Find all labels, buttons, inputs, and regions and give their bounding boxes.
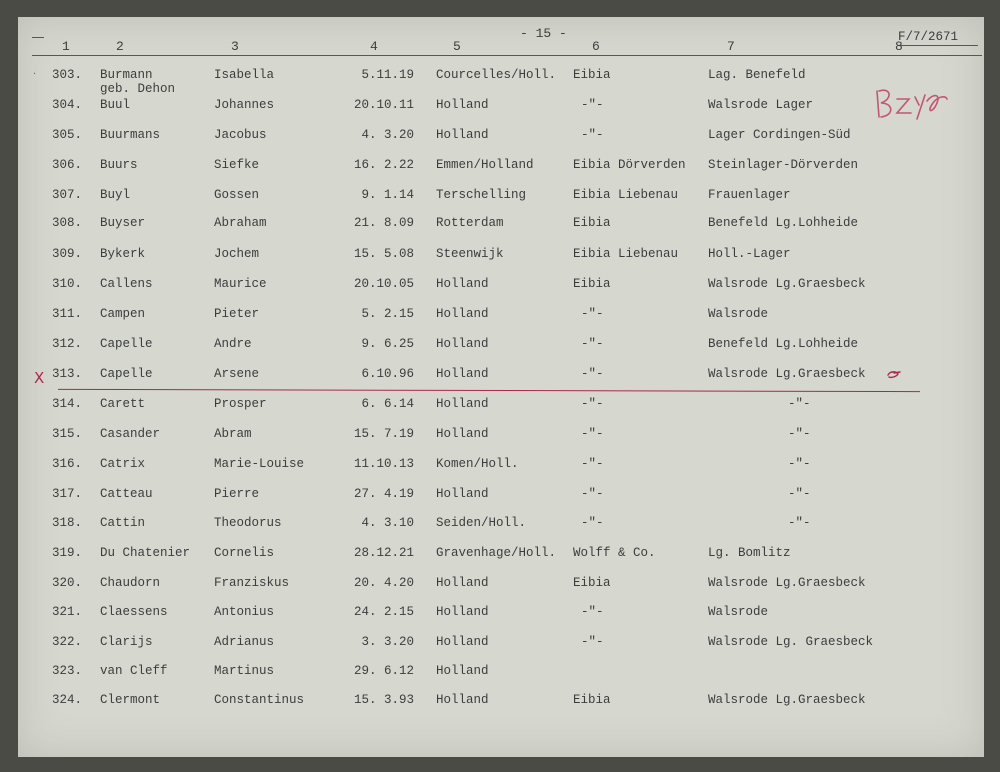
margin-mark: ·: [33, 69, 37, 80]
row-number: 324.: [52, 693, 83, 707]
camp-cell: Walsrode Lg. Graesbeck: [708, 635, 874, 649]
row-number: 322.: [52, 635, 83, 649]
camp-cell: Lag. Benefeld: [708, 68, 806, 82]
table-row: [18, 546, 984, 576]
birthdate-cell: 15. 5.08: [353, 247, 414, 261]
table-row: [18, 397, 984, 427]
table-row: [18, 367, 984, 397]
birthdate-cell: 9. 1.14: [361, 188, 414, 202]
table-row: [18, 307, 984, 337]
birth-name-cell: geb. Dehon: [100, 82, 176, 96]
surname-cell: Cattin: [100, 516, 146, 530]
birthplace-cell: Holland: [436, 487, 489, 501]
row-number: 308.: [52, 216, 83, 230]
column-number-8: 8: [895, 39, 903, 54]
row-number: 319.: [52, 546, 83, 560]
surname-cell: Catteau: [100, 487, 153, 501]
table-row: [18, 605, 984, 635]
employer-cell: -"-: [581, 605, 604, 619]
firstname-cell: Gossen: [214, 188, 260, 202]
firstname-cell: Siefke: [214, 158, 260, 172]
employer-cell: -"-: [581, 307, 604, 321]
firstname-cell: Abram: [214, 427, 252, 441]
employer-cell: -"-: [581, 128, 604, 142]
birthdate-cell: 15. 3.93: [353, 693, 414, 707]
employer-cell: Eibia Dörverden: [573, 158, 686, 172]
camp-cell: Walsrode Lager: [708, 98, 814, 112]
table-row: [18, 487, 984, 517]
surname-cell: Carett: [100, 397, 146, 411]
table-row: [18, 427, 984, 457]
birthplace-cell: Holland: [436, 576, 489, 590]
document-page: [18, 17, 984, 757]
firstname-cell: Antonius: [214, 605, 275, 619]
employer-cell: -"-: [581, 397, 604, 411]
birthplace-cell: Courcelles/Holl.: [436, 68, 557, 82]
row-number: 312.: [52, 337, 83, 351]
column-number-2: 2: [116, 39, 124, 54]
column-number-5: 5: [453, 39, 461, 54]
birthdate-cell: 11.10.13: [353, 457, 414, 471]
employer-cell: Wolff & Co.: [573, 546, 656, 560]
reference-underline: [898, 45, 978, 46]
firstname-cell: Theodorus: [214, 516, 282, 530]
surname-cell: Chaudorn: [100, 576, 161, 590]
employer-cell: Eibia: [573, 277, 611, 291]
camp-cell: -"-: [788, 487, 811, 501]
employer-cell: Eibia: [573, 68, 611, 82]
employer-cell: -"-: [581, 635, 604, 649]
camp-cell: Lager Cordingen-Süd: [708, 128, 851, 142]
table-row: [18, 277, 984, 307]
camp-cell: Walsrode: [708, 307, 769, 321]
firstname-cell: Jacobus: [214, 128, 267, 142]
employer-cell: Eibia Liebenau: [573, 247, 679, 261]
row-number: 313.: [52, 367, 83, 381]
surname-cell: Clarijs: [100, 635, 153, 649]
birthdate-cell: 9. 6.25: [361, 337, 414, 351]
table-row: [18, 247, 984, 277]
camp-cell: Benefeld Lg.Lohheide: [708, 337, 859, 351]
surname-cell: Du Chatenier: [100, 546, 191, 560]
row-number: 318.: [52, 516, 83, 530]
table-row: [18, 216, 984, 246]
firstname-cell: Arsene: [214, 367, 260, 381]
table-row: [18, 188, 984, 218]
surname-cell: Catrix: [100, 457, 146, 471]
birthdate-cell: 5.11.19: [361, 68, 414, 82]
employer-cell: -"-: [581, 98, 604, 112]
employer-cell: Eibia: [573, 576, 611, 590]
firstname-cell: Jochem: [214, 247, 260, 261]
table-row: [18, 576, 984, 606]
birthdate-cell: 4. 3.20: [361, 128, 414, 142]
firstname-cell: Isabella: [214, 68, 275, 82]
row-number: 321.: [52, 605, 83, 619]
birthdate-cell: 27. 4.19: [353, 487, 414, 501]
employer-cell: -"-: [581, 337, 604, 351]
row-number: 315.: [52, 427, 83, 441]
birthplace-cell: Holland: [436, 277, 489, 291]
employer-cell: -"-: [581, 457, 604, 471]
firstname-cell: Andre: [214, 337, 252, 351]
column-number-6: 6: [592, 39, 600, 54]
birthplace-cell: Holland: [436, 367, 489, 381]
row-number: 305.: [52, 128, 83, 142]
header-dash: [32, 37, 44, 38]
birthplace-cell: Holland: [436, 635, 489, 649]
birthplace-cell: Holland: [436, 427, 489, 441]
camp-cell: Steinlager-Dörverden: [708, 158, 859, 172]
firstname-cell: Adrianus: [214, 635, 275, 649]
firstname-cell: Johannes: [214, 98, 275, 112]
birthdate-cell: 28.12.21: [353, 546, 414, 560]
birthplace-cell: Holland: [436, 664, 489, 678]
camp-cell: Frauenlager: [708, 188, 791, 202]
employer-cell: -"-: [581, 516, 604, 530]
surname-cell: Buurs: [100, 158, 138, 172]
birthplace-cell: Seiden/Holl.: [436, 516, 527, 530]
birthdate-cell: 29. 6.12: [353, 664, 414, 678]
table-row: [18, 635, 984, 665]
surname-cell: Clermont: [100, 693, 161, 707]
surname-cell: Capelle: [100, 367, 153, 381]
birthdate-cell: 24. 2.15: [353, 605, 414, 619]
table-row: [18, 693, 984, 723]
row-number: 320.: [52, 576, 83, 590]
birthdate-cell: 21. 8.09: [353, 216, 414, 230]
surname-cell: Buyl: [100, 188, 131, 202]
firstname-cell: Constantinus: [214, 693, 305, 707]
camp-cell: -"-: [788, 516, 811, 530]
reference-number: F/7/2671: [898, 30, 959, 44]
column-number-7: 7: [727, 39, 735, 54]
camp-cell: -"-: [788, 427, 811, 441]
row-number: 307.: [52, 188, 83, 202]
employer-cell: Eibia: [573, 216, 611, 230]
column-number-3: 3: [231, 39, 239, 54]
birthplace-cell: Rotterdam: [436, 216, 504, 230]
birthdate-cell: 5. 2.15: [361, 307, 414, 321]
surname-cell: Casander: [100, 427, 161, 441]
surname-cell: Campen: [100, 307, 146, 321]
row-number: 316.: [52, 457, 83, 471]
handwritten-tick-icon: [886, 368, 902, 382]
birthdate-cell: 15. 7.19: [353, 427, 414, 441]
birthdate-cell: 20.10.05: [353, 277, 414, 291]
row-number: 304.: [52, 98, 83, 112]
camp-cell: Walsrode Lg.Graesbeck: [708, 367, 866, 381]
birthplace-cell: Holland: [436, 693, 489, 707]
employer-cell: Eibia Liebenau: [573, 188, 679, 202]
camp-cell: Benefeld Lg.Lohheide: [708, 216, 859, 230]
birthdate-cell: 4. 3.10: [361, 516, 414, 530]
column-number-1: 1: [62, 39, 70, 54]
row-number: 306.: [52, 158, 83, 172]
birthdate-cell: 3. 3.20: [361, 635, 414, 649]
birthdate-cell: 16. 2.22: [353, 158, 414, 172]
handwritten-scribble-icon: [873, 77, 953, 127]
firstname-cell: Marie-Louise: [214, 457, 305, 471]
header-rule: [32, 55, 982, 56]
birthplace-cell: Holland: [436, 307, 489, 321]
birthplace-cell: Holland: [436, 98, 489, 112]
birthplace-cell: Holland: [436, 397, 489, 411]
birthplace-cell: Gravenhage/Holl.: [436, 546, 557, 560]
birthdate-cell: 20.10.11: [353, 98, 414, 112]
table-row: [18, 98, 984, 128]
surname-cell: van Cleff: [100, 664, 168, 678]
table-row: [18, 457, 984, 487]
row-number: 310.: [52, 277, 83, 291]
birthdate-cell: 6.10.96: [361, 367, 414, 381]
birthdate-cell: 20. 4.20: [353, 576, 414, 590]
row-number: 309.: [52, 247, 83, 261]
surname-cell: Callens: [100, 277, 153, 291]
camp-cell: Walsrode Lg.Graesbeck: [708, 693, 866, 707]
birthplace-cell: Terschelling: [436, 188, 527, 202]
row-number: 303.: [52, 68, 83, 82]
camp-cell: -"-: [788, 457, 811, 471]
row-number: 311.: [52, 307, 83, 321]
firstname-cell: Martinus: [214, 664, 275, 678]
surname-cell: Bykerk: [100, 247, 146, 261]
birthdate-cell: 6. 6.14: [361, 397, 414, 411]
surname-cell: Buul: [100, 98, 131, 112]
row-number: 314.: [52, 397, 83, 411]
column-number-4: 4: [370, 39, 378, 54]
employer-cell: Eibia: [573, 693, 611, 707]
camp-cell: Lg. Bomlitz: [708, 546, 791, 560]
birthplace-cell: Holland: [436, 605, 489, 619]
page-number: - 15 -: [520, 26, 567, 41]
firstname-cell: Pierre: [214, 487, 260, 501]
firstname-cell: Prosper: [214, 397, 267, 411]
row-number: 317.: [52, 487, 83, 501]
camp-cell: Walsrode: [708, 605, 769, 619]
firstname-cell: Abraham: [214, 216, 267, 230]
birthplace-cell: Holland: [436, 337, 489, 351]
firstname-cell: Pieter: [214, 307, 260, 321]
surname-cell: Burmann: [100, 68, 153, 82]
birthplace-cell: Komen/Holl.: [436, 457, 519, 471]
surname-cell: Claessens: [100, 605, 168, 619]
employer-cell: -"-: [581, 427, 604, 441]
x-mark: X: [34, 369, 45, 387]
table-row: [18, 128, 984, 158]
birthplace-cell: Emmen/Holland: [436, 158, 534, 172]
surname-cell: Capelle: [100, 337, 153, 351]
employer-cell: -"-: [581, 487, 604, 501]
row-number: 323.: [52, 664, 83, 678]
surname-cell: Buyser: [100, 216, 146, 230]
camp-cell: Walsrode Lg.Graesbeck: [708, 576, 866, 590]
table-row: [18, 158, 984, 188]
table-row: [18, 516, 984, 546]
employer-cell: -"-: [581, 367, 604, 381]
firstname-cell: Cornelis: [214, 546, 275, 560]
table-row: [18, 337, 984, 367]
camp-cell: Walsrode Lg.Graesbeck: [708, 277, 866, 291]
birthplace-cell: Steenwijk: [436, 247, 504, 261]
surname-cell: Buurmans: [100, 128, 161, 142]
table-row: [18, 664, 984, 694]
table-row: [18, 68, 984, 98]
firstname-cell: Maurice: [214, 277, 267, 291]
camp-cell: -"-: [788, 397, 811, 411]
birthplace-cell: Holland: [436, 128, 489, 142]
firstname-cell: Franziskus: [214, 576, 290, 590]
camp-cell: Holl.-Lager: [708, 247, 791, 261]
